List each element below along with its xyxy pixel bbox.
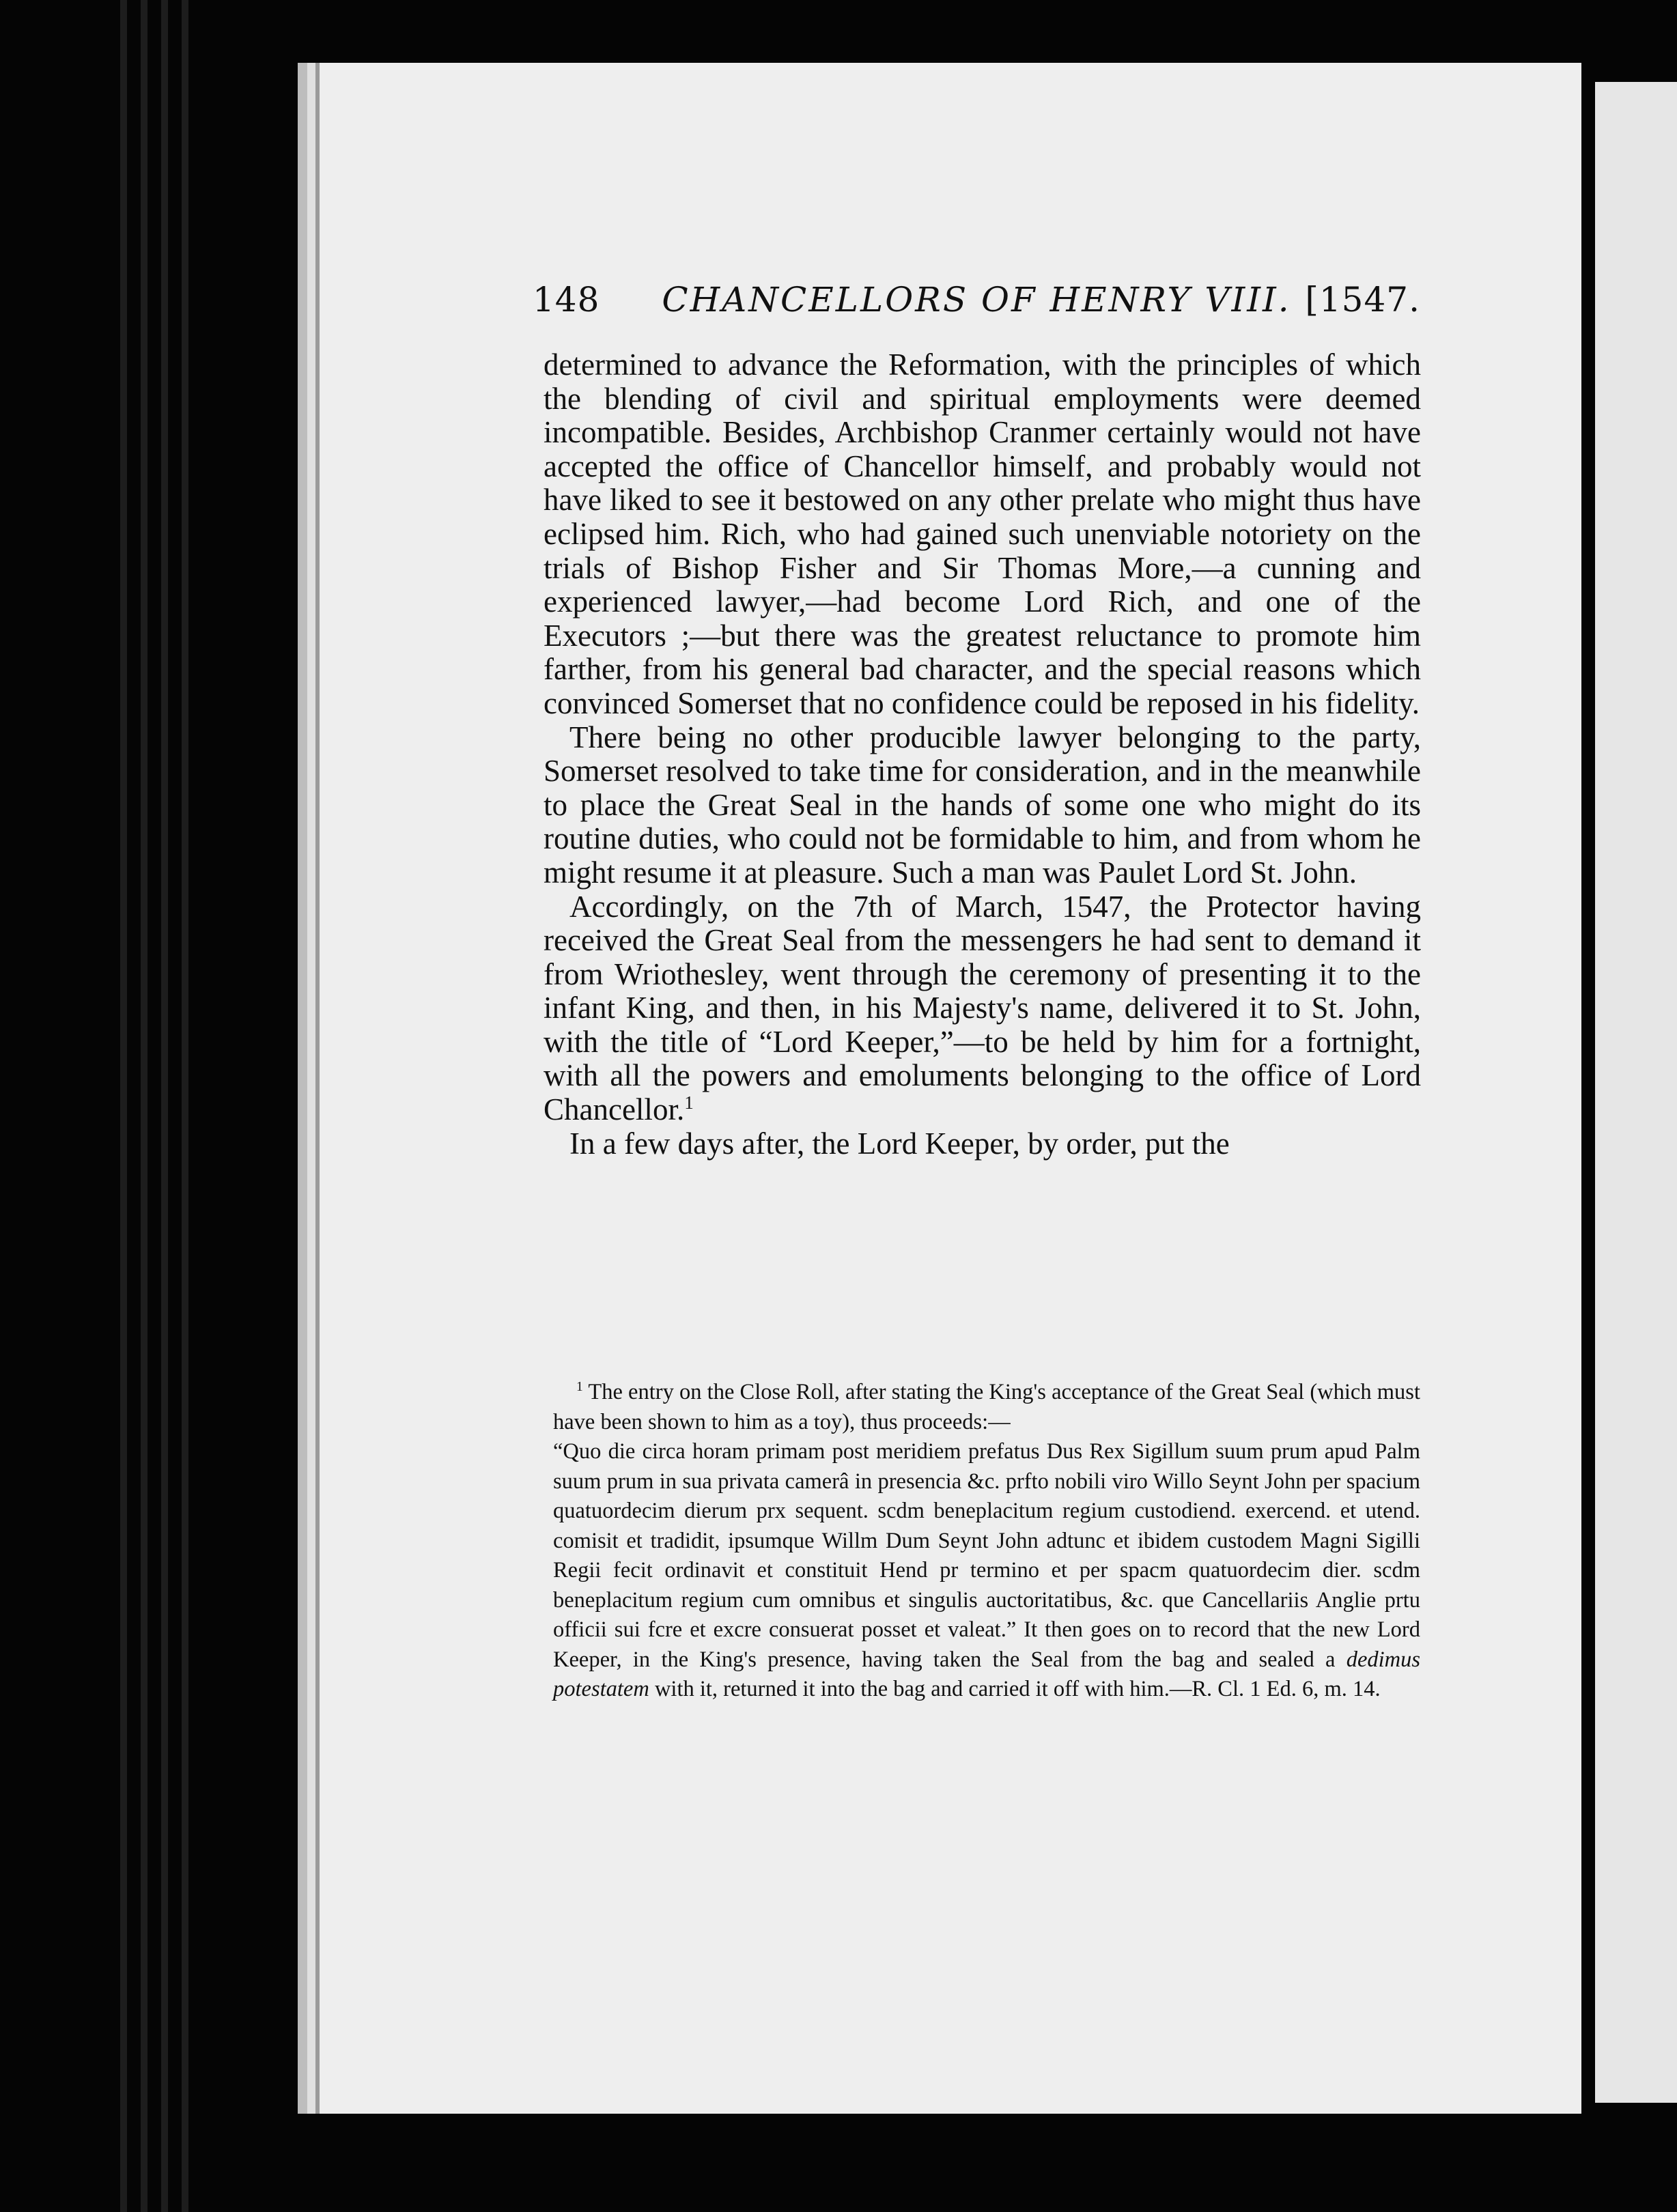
- binding-edge: [141, 0, 147, 2212]
- footnote-latin-text: “Quo die circa horam primam post meridiem prefatus Dus Rex Sigillum suum prum apud Palm suum prum in sua privata camerâ in presencia &c. prfto nobili viro Willo Seynt John per spacium quatuordecim dierum prx sequent. scdm beneplacitum regium custodiend. exercend. et utend. comisit et tradidit, ipsumque Willm Dum Seynt John adtunc et ibidem custodem Magni Sigilli Regii fecit ordinavit et constituit Hend pr termino et per spacm quatuordecim dier. scdm beneplacitum regium cum omnibus et singulis auctoritatibus, &c. que Cancellariis Anglie prtu officii sui fcre et excre consuerat posset et valeat.”: [553, 1439, 1420, 1642]
- footnote: [553, 1378, 1420, 1705]
- paragraph: There being no other producible lawyer belonging to the party, Somerset resolved to take time for consideration, and in the meanwhile to place the Great Seal in the hands of some one who might do its routine duties, who could not be formidable to him, and from whom he might resume it at pleasure. Such a man was Paulet Lord St. John.: [544, 720, 1421, 890]
- binding-edge: [182, 0, 188, 2212]
- paragraph-text: Accordingly, on the 7th of March, 1547, the Protector having received the Great Seal from the messengers he had sent to demand it from Wriothesley, went through the ceremony of presenting it to the infant King, and then, in his Majesty's name, delivered it to St. John, with the title of “Lord Keeper,”—to be held by him for a fortnight, with all the powers and emoluments belonging to the office of Lord Chancellor.: [544, 889, 1421, 1127]
- footnote-italic-phrase: dedimus potestatem: [553, 1647, 1421, 1701]
- footnote-after-latin: It then goes on to record that the new Lord Keeper, in the King's presence, having taken the Seal from the bag and sealed a: [553, 1617, 1420, 1672]
- body-text: [544, 348, 1421, 1161]
- paragraph: determined to advance the Reformation, with the principles of which the blending of civil and spiritual employments were deemed incompatible. Besides, Archbishop Cranmer certainly would not have accepted the office of Chancellor himself, and probably would not have liked to see it bestowed on any other prelate who might thus have eclipsed him. Rich, who had gained such unenviable notoriety on the trials of Bishop Fisher and Sir Thomas More,—a cunning and experienced lawyer,—had become Lord Rich, and one of the Executors ;—but there was the greatest reluctance to promote him farther, from his general bad character, and the special reasons which convinced Somerset that no confidence could be reposed in his fidelity.: [544, 348, 1421, 720]
- binding-edge: [120, 0, 127, 2212]
- footnote-marker: 1: [576, 1380, 583, 1395]
- binding-edge: [161, 0, 168, 2212]
- running-title: CHANCELLORS OF HENRY VIII.: [662, 280, 1291, 320]
- footnote-latin: [553, 1437, 1420, 1705]
- footnote-closing: with it, returned it into the bag and carried it off with him.—R. Cl. 1 Ed. 6, m. 14.: [654, 1677, 1381, 1701]
- header-year: [1547.: [1305, 280, 1420, 320]
- page-number: 148: [533, 280, 600, 320]
- paragraph: In a few days after, the Lord Keeper, by order, put the: [569, 1126, 1230, 1161]
- running-header: [533, 280, 1420, 335]
- adjacent-page-edge: [1595, 82, 1677, 2103]
- paragraph: [544, 890, 1421, 1127]
- footnote-intro: [553, 1378, 1420, 1437]
- footnote-reference: 1: [684, 1092, 694, 1114]
- footnote-intro-text: The entry on the Close Roll, after stating the King's acceptance of the Great Seal (which must have been shown to him as a toy), thus proceeds:—: [553, 1380, 1420, 1434]
